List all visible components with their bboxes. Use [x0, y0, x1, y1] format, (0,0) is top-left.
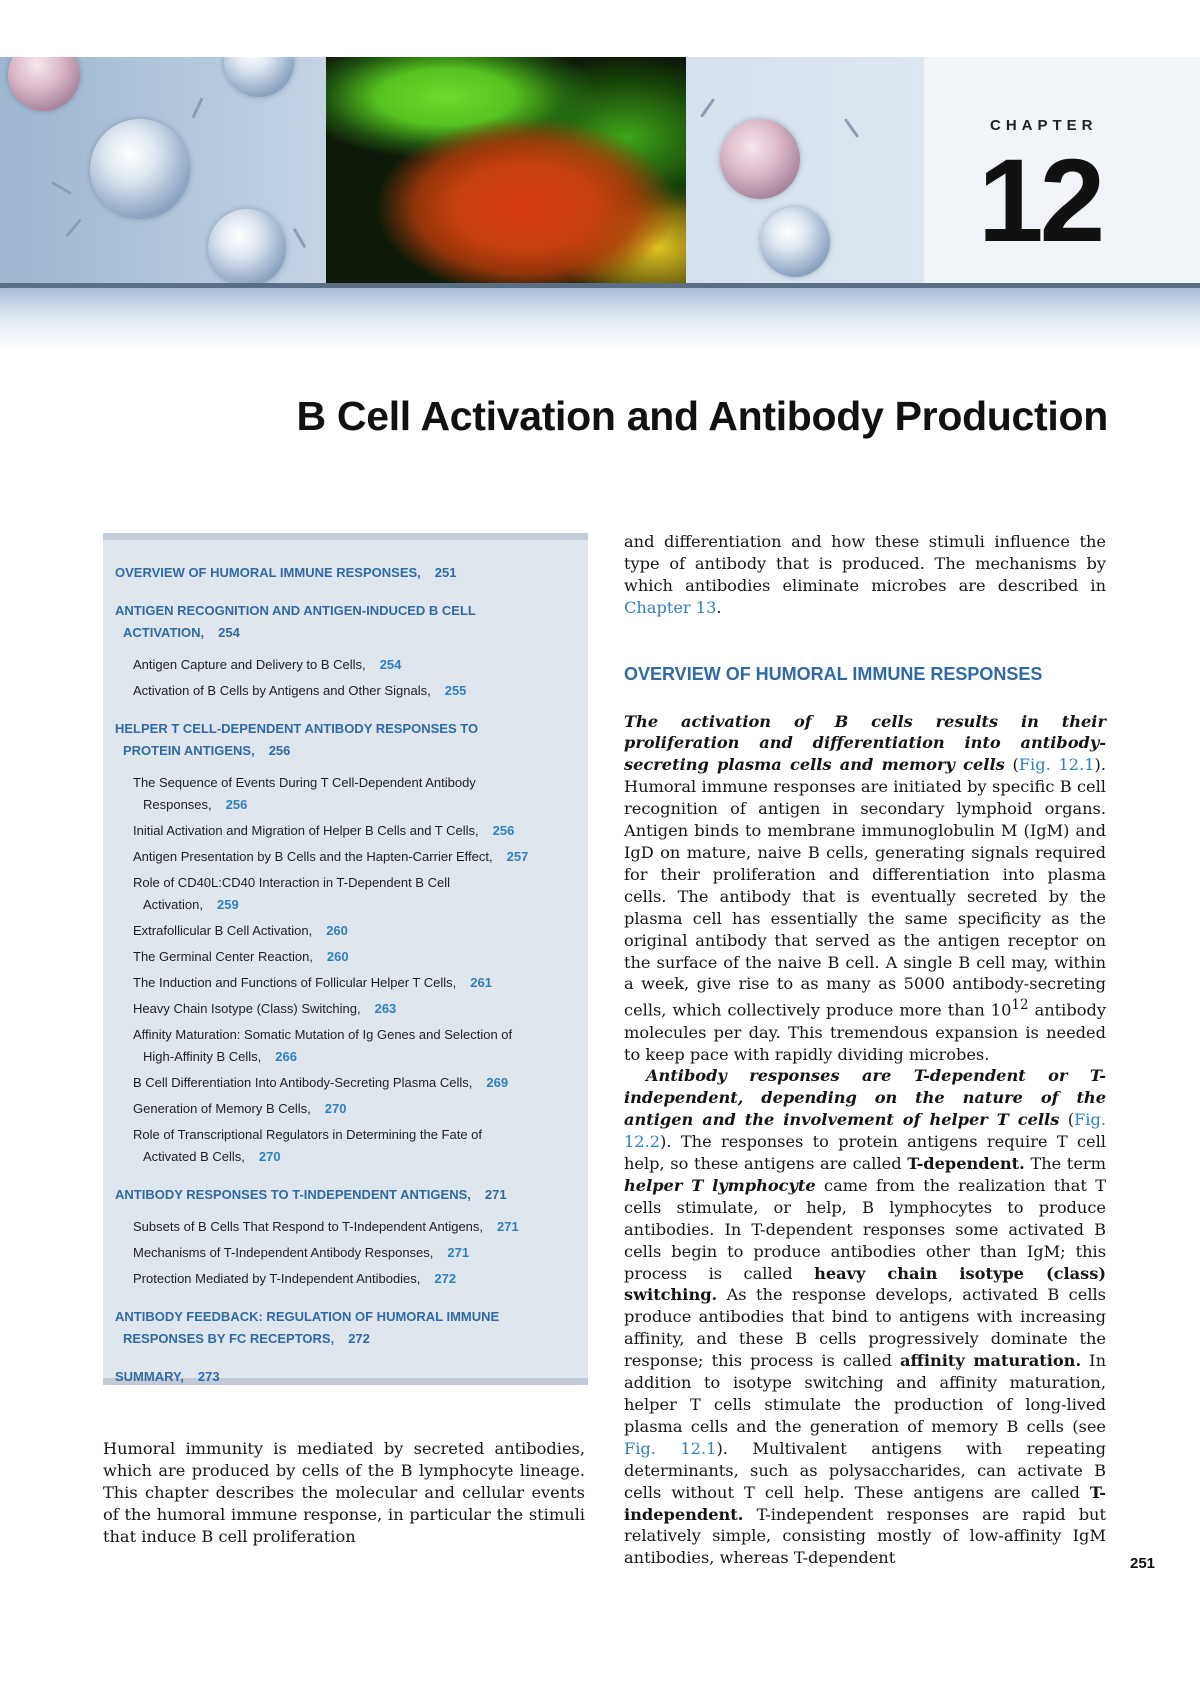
outline-item[interactable]: Antigen Capture and Delivery to B Cells, 254 [133, 657, 402, 672]
lymphocyte-illustration [760, 207, 830, 277]
outline-item[interactable]: Protection Mediated by T-Independent Antibodies, 272 [133, 1271, 457, 1286]
lymphocyte-illustration [90, 119, 190, 219]
micrograph-image [326, 57, 686, 285]
outline-subsection-list [115, 654, 578, 702]
outline-item[interactable]: Activation of B Cells by Antigens and Other Signals, 255 [133, 683, 467, 698]
outline-item[interactable]: Extrafollicular B Cell Activation, 260 [133, 923, 348, 938]
outline-item[interactable]: Generation of Memory B Cells, 270 [133, 1101, 347, 1116]
chapter-link[interactable]: Chapter 13 [624, 597, 717, 617]
outline-item[interactable]: Mechanisms of T-Independent Antibody Responses, 271 [133, 1245, 470, 1260]
outline-section[interactable]: SUMMARY, 273 [115, 1369, 220, 1384]
outline-item[interactable]: Role of Transcriptional Regulators in Determining the Fate of Activated B Cells, 270 [133, 1127, 483, 1164]
paragraph: Antibody responses are T-dependent or T-independent, depending on the nature of the antigen and the involvement of helper T cells (Fig. 12.2). The responses to protein antigens require T cell help, so these antigens are called T-dependent. The term helper T lymphocyte came from the realization that T cells stimulate, or help, B lymphocytes to produce antibodies. In T-dependent responses some activated B cells begin to produce antibodies other than IgM; this process is called heavy chain isotype (class) switching. As the response develops, activated B cells produce antibodies that bind to antigens with increasing affinity, and these B cells progressively dominate the response; this process is called affinity maturation. In addition to isotype switching and affinity maturation, helper T cells stimulate the production of long-lived plasma cells and the generation of memory B cells (see Fig. 12.1). Multivalent antigens with repeating determinants, such as polysaccharides, can activate B cells without T cell help. These antigens are called T-independent. T-independent responses are rapid but relatively simple, consisting mostly of low-affinity IgM antibodies, whereas T-dependent [624, 1066, 1107, 1568]
figure-link[interactable]: Fig. 12.1 [1018, 755, 1095, 775]
outline-item[interactable]: B Cell Differentiation Into Antibody-Secreting Plasma Cells, 269 [133, 1075, 509, 1090]
paragraph: The activation of B cells results in their proliferation and differentiation into antibody-secreting plasma cells and memory cells (Fig. 12.1). Humoral immune responses are initiated by specific B cell recognition of antigen in secondary lymphoid organs. Antigen binds to membrane immunoglobulin M (IgM) and IgD on mature, naive B cells, generating signals required for their proliferation and differentiation into plasma cells. The antibody that is eventually secreted by the plasma cell has essentially the same specificity as the original antibody that served as the antigen receptor on the surface of the naive B cell. A single B cell may, within a week, give rise to as many as 5000 antibody-secreting cells, which collectively produce more than $10^{12}$ antibody molecules per day. This tremendous expansion is needed to keep pace with rapidly dividing microbes. [624, 711, 1106, 1064]
header-fade [0, 288, 1200, 348]
figure-link[interactable]: Fig. 12.1 [624, 1438, 717, 1458]
outline-section[interactable]: ANTIGEN RECOGNITION AND ANTIGEN-INDUCED B CELL ACTIVATION, 254 [115, 603, 476, 640]
outline-item[interactable]: The Germinal Center Reaction, 260 [133, 949, 349, 964]
outline-item[interactable]: Affinity Maturation: Somatic Mutation of Ig Genes and Selection of High-Affinity B Cells, 266 [133, 1027, 513, 1064]
outline-section[interactable]: ANTIBODY RESPONSES TO T-INDEPENDENT ANTIGENS, 271 [115, 1187, 507, 1202]
outline-item[interactable]: Subsets of B Cells That Respond to T-Independent Antigens, 271 [133, 1219, 519, 1234]
page-number: 251 [1130, 1555, 1156, 1572]
outline-section[interactable]: ANTIBODY FEEDBACK: REGULATION OF HUMORAL IMMUNE RESPONSES BY FC RECEPTORS, 272 [115, 1309, 500, 1346]
cell-illustration [8, 57, 80, 111]
cell-illustration [720, 119, 800, 199]
right-column [624, 531, 1106, 1569]
chapter-title: B Cell Activation and Antibody Production [296, 393, 1108, 439]
outline-item[interactable]: Antigen Presentation by B Cells and the Hapten-Carrier Effect, 257 [133, 849, 529, 864]
outline-subsection-list [115, 772, 578, 1168]
chapter-label: CHAPTER [990, 117, 1098, 134]
chapter-number: 12 [978, 135, 1102, 267]
outline-item[interactable]: Role of CD40L:CD40 Interaction in T-Dependent B Cell Activation, 259 [133, 875, 450, 912]
section-heading: OVERVIEW OF HUMORAL IMMUNE RESPONSES [624, 663, 1043, 684]
chapter-outline [103, 533, 588, 1385]
left-column [103, 1438, 585, 1548]
outline-section[interactable]: OVERVIEW OF HUMORAL IMMUNE RESPONSES, 251 [115, 565, 457, 580]
lymphocyte-illustration [224, 57, 294, 97]
figure-link[interactable]: Fig. 12.2 [624, 1110, 1106, 1152]
outline-item[interactable]: Heavy Chain Isotype (Class) Switching, 263 [133, 1001, 397, 1016]
intro-continuation: and differentiation and how these stimuli influence the type of antibody that is produced. The mechanisms by which antibodies eliminate microbes are described in Chapter 13. [624, 532, 1106, 617]
outline-subsection-list [115, 1216, 578, 1290]
outline-item[interactable]: The Induction and Functions of Follicular Helper T Cells, 261 [133, 975, 492, 990]
intro-paragraph: Humoral immunity is mediated by secreted antibodies, which are produced by cells of the B lymphocyte lineage. This chapter describes the molecular and cellular events of the humoral immune response, in particular the stimuli that induce B cell proliferation [103, 1439, 585, 1546]
lymphocyte-illustration [208, 209, 286, 285]
outline-item[interactable]: Initial Activation and Migration of Helper B Cells and T Cells, 256 [133, 823, 515, 838]
outline-item[interactable]: The Sequence of Events During T Cell-Dependent Antibody Responses, 256 [133, 775, 476, 812]
outline-section[interactable]: HELPER T CELL-DEPENDENT ANTIBODY RESPONSES TO PROTEIN ANTIGENS, 256 [115, 721, 479, 758]
